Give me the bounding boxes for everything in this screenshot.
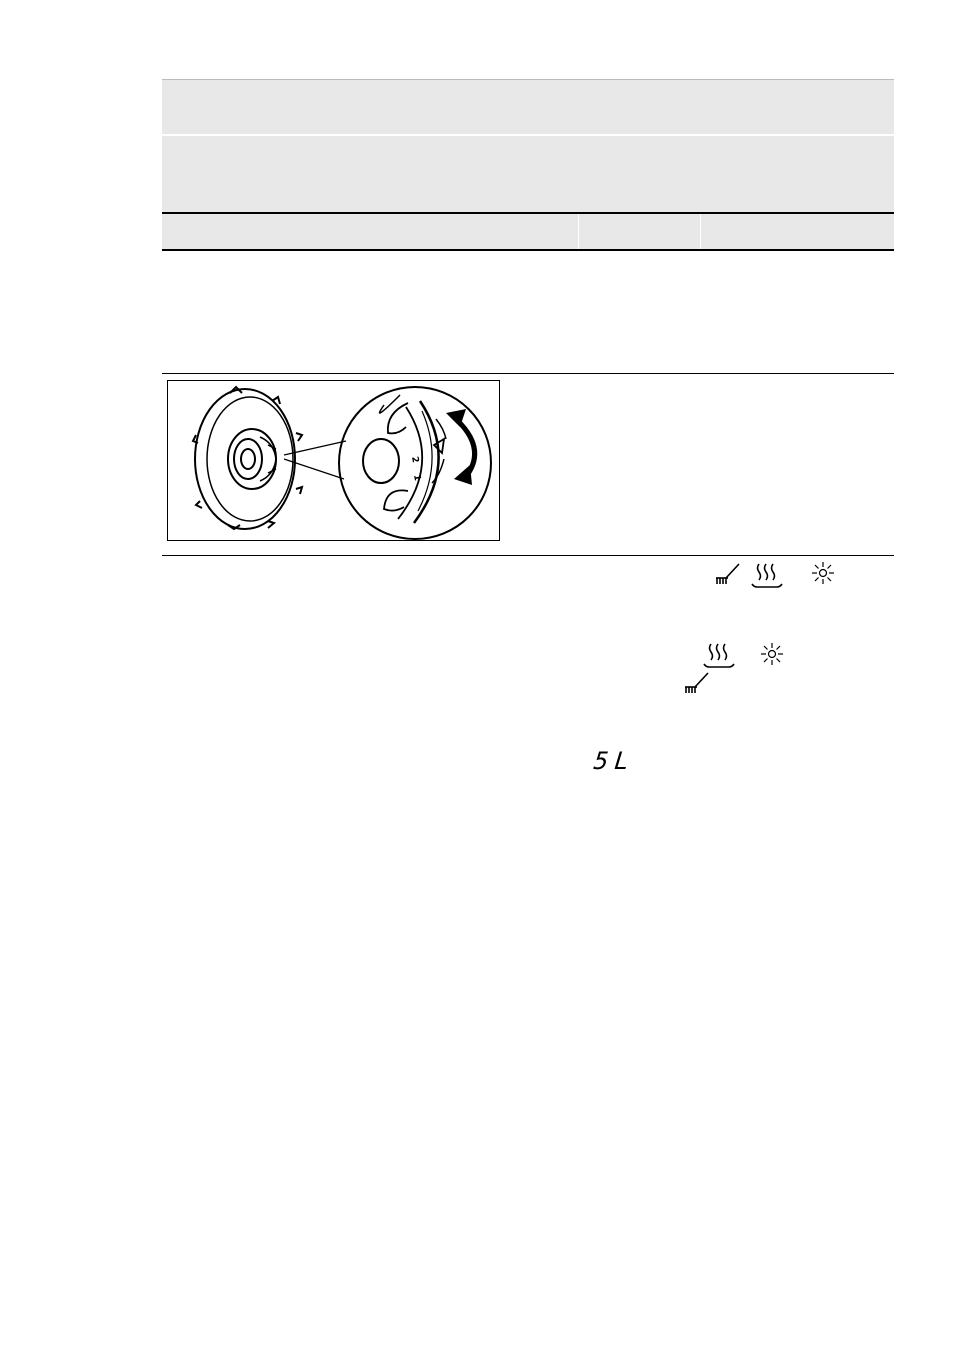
heat-steam-icon: [701, 640, 737, 670]
table-row-shaded: [162, 214, 894, 249]
inner-ring: [207, 397, 293, 521]
table-divider: [162, 134, 894, 136]
ring-notch: [196, 501, 202, 508]
rotate-arrow-icon: [446, 409, 475, 485]
hub-outer: [228, 429, 276, 489]
magnifier-circle: [339, 387, 491, 539]
dial-label-1: 1: [411, 473, 422, 482]
heat-steam-icon: [749, 560, 785, 590]
ring-notch: [268, 521, 274, 528]
magnified-hole: [363, 439, 399, 483]
section-rule: [162, 555, 894, 556]
table-header-row: [162, 80, 894, 134]
dial-illustration-svg: [168, 381, 501, 542]
magnified-tab-bottom: [384, 490, 408, 510]
dial-illustration: [167, 380, 500, 541]
sun-icon: [811, 561, 835, 585]
table-rule: [162, 249, 894, 251]
hub-core: [241, 449, 255, 469]
outer-ring: [195, 389, 295, 529]
dial-label-2: 2: [409, 455, 420, 464]
ring-notch: [296, 433, 302, 441]
display-code: 5L: [592, 747, 637, 775]
sun-icon: [760, 642, 784, 666]
hub-mid: [234, 439, 262, 479]
ring-notch: [296, 487, 302, 494]
table-row-shaded: [162, 136, 894, 212]
brush-icon: [712, 562, 742, 588]
section-rule: [162, 373, 894, 374]
table-column-separator: [700, 214, 701, 249]
table-divider: [162, 79, 894, 80]
brush-icon: [681, 671, 711, 697]
table-column-separator: [578, 214, 579, 249]
magnified-tab-top: [388, 403, 408, 433]
hub-tab-edge: [268, 445, 276, 473]
